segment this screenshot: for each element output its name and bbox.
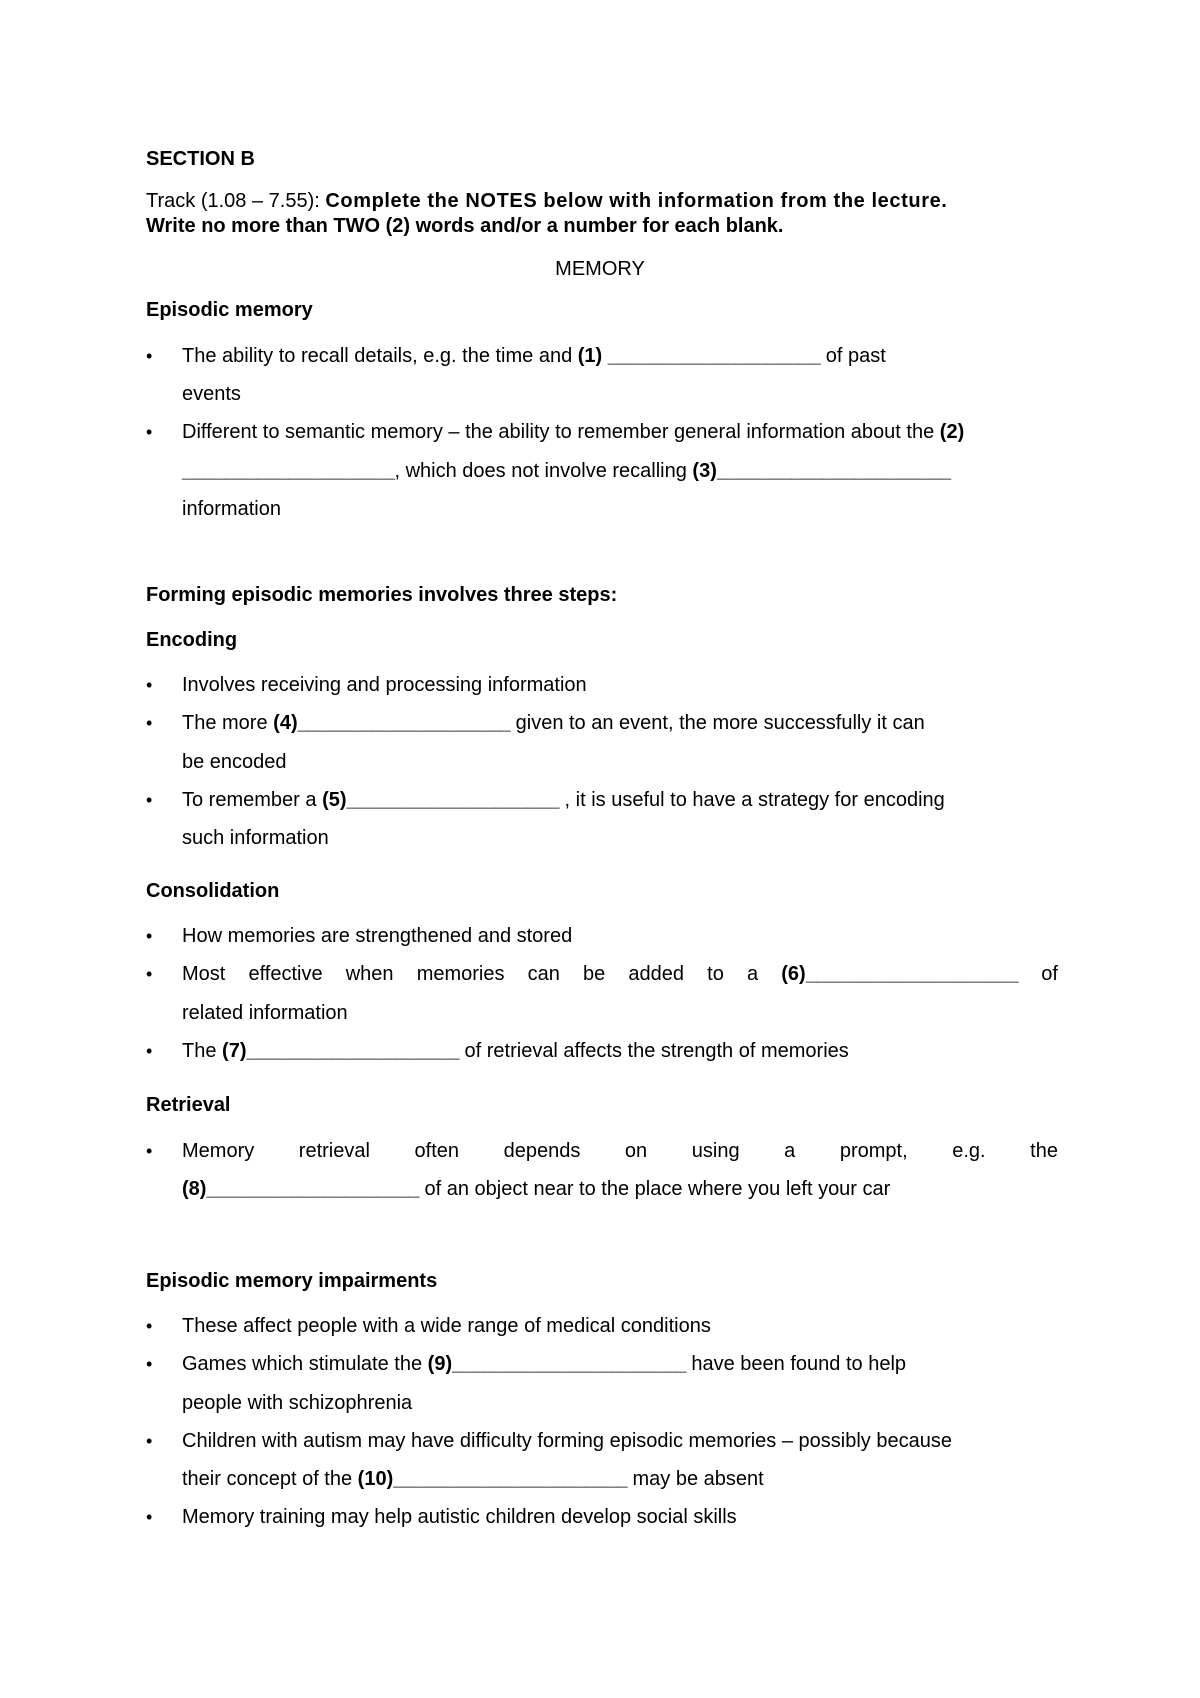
blank-number: (8) [182,1178,207,1200]
answer-blank-5: ____________________ [346,789,559,811]
episodic-bullet-2 [182,421,964,444]
retrieval-bullet-1-line-2 [182,1178,890,1201]
instructions-line-1 [146,190,1060,213]
blank-number: (1) [577,345,603,367]
instructions-line-2: Write no more than TWO (2) words and/or a number for each blank. [146,215,784,237]
encoding-bullet-2-cont: be encoded [182,751,287,773]
text: The ability to recall details, e.g. the time and [182,345,578,367]
text: given to an event, the more successfully it can [510,712,925,734]
episodic-bullet-2-line-2 [182,460,951,483]
impairments-bullet-2 [182,1353,906,1376]
page-title: MEMORY [555,258,645,280]
episodic-bullet-1-cont: events [182,383,241,405]
retrieval-bullet-1: Memory retrieval often depends on using a prompt, e.g. the [182,1140,1058,1162]
bullet-symbol: • [146,1316,153,1336]
answer-blank-6: ____________________ [805,963,1019,985]
bullet-symbol: • [146,964,153,984]
blank-number: (10) [357,1468,394,1490]
text: Games which stimulate the [182,1353,428,1375]
episodic-bullet-2-cont: information [182,498,281,520]
text: Most effective when memories can be added to a [182,963,782,985]
encoding-bullet-2 [182,712,925,735]
answer-blank-10: ______________________ [393,1468,627,1490]
blank-number: (5) [322,789,347,811]
text: of [1018,963,1058,985]
encoding-bullet-3-cont: such information [182,827,329,849]
bullet-symbol: • [146,713,153,733]
bullet-symbol: • [146,1354,153,1374]
blank-number: (9) [427,1353,453,1375]
bullet-symbol: • [146,1141,153,1161]
bullet-symbol: • [146,346,153,366]
text: To remember a [182,789,323,811]
consolidation-bullet-2 [182,963,1058,986]
text: may be absent [626,1468,764,1490]
encoding-bullet-1: Involves receiving and processing information [182,674,587,696]
track-label: Track (1.08 – 7.55): [146,190,320,212]
bullet-symbol: • [146,1431,153,1451]
bullet-symbol: • [146,1041,153,1061]
heading-forming-steps: Forming episodic memories involves three steps: [146,584,618,606]
instructions-bold-1: Complete the NOTES below with information from the lecture. [325,190,948,212]
text: have been found to help [685,1353,907,1375]
text: , it is useful to have a strategy for encoding [558,789,945,811]
text: The more [182,712,274,734]
bullet-symbol: • [146,926,153,946]
answer-blank-9: ______________________ [452,1353,686,1375]
bullet-symbol: • [146,790,153,810]
impairments-bullet-1: These affect people with a wide range of medical conditions [182,1315,711,1337]
text: , which does not involve recalling [394,460,693,482]
heading-retrieval: Retrieval [146,1094,231,1116]
text: Different to semantic memory – the ability to remember general information about the [182,421,940,443]
heading-episodic-memory: Episodic memory [146,299,313,321]
impairments-bullet-2-cont: people with schizophrenia [182,1392,413,1414]
impairments-bullet-3: Children with autism may have difficulty forming episodic memories – possibly because [182,1430,952,1452]
consolidation-bullet-3 [182,1040,849,1063]
consolidation-bullet-1: How memories are strengthened and stored [182,925,573,947]
text: of retrieval affects the strength of memories [458,1040,849,1062]
episodic-bullet-1 [182,345,886,368]
answer-blank-1: ____________________ [607,345,821,367]
answer-blank-4: ____________________ [297,712,511,734]
blank-number: (4) [273,712,298,734]
blank-number: (3) [692,460,717,482]
bullet-symbol: • [146,675,153,695]
bullet-symbol: • [146,1507,153,1527]
answer-blank-2: ____________________ [182,460,395,482]
blank-number: (6) [781,963,806,985]
heading-encoding: Encoding [146,629,238,651]
heading-impairments: Episodic memory impairments [146,1270,438,1292]
answer-blank-8: ____________________ [206,1178,419,1200]
impairments-bullet-4: Memory training may help autistic children develop social skills [182,1506,737,1528]
text: of past [820,345,886,367]
impairments-bullet-3-line-2 [182,1468,764,1491]
text: of an object near to the place where you left your car [418,1178,891,1200]
bullet-symbol: • [146,422,153,442]
heading-consolidation: Consolidation [146,880,280,902]
blank-number: (7) [222,1040,247,1062]
answer-blank-7: ____________________ [246,1040,459,1062]
text: their concept of the [182,1468,358,1490]
text: The [182,1040,223,1062]
encoding-bullet-3 [182,789,945,812]
section-title: SECTION B [146,148,255,170]
blank-number: (2) [939,421,965,443]
consolidation-bullet-2-cont: related information [182,1002,348,1024]
answer-blank-3: ______________________ [716,460,951,482]
